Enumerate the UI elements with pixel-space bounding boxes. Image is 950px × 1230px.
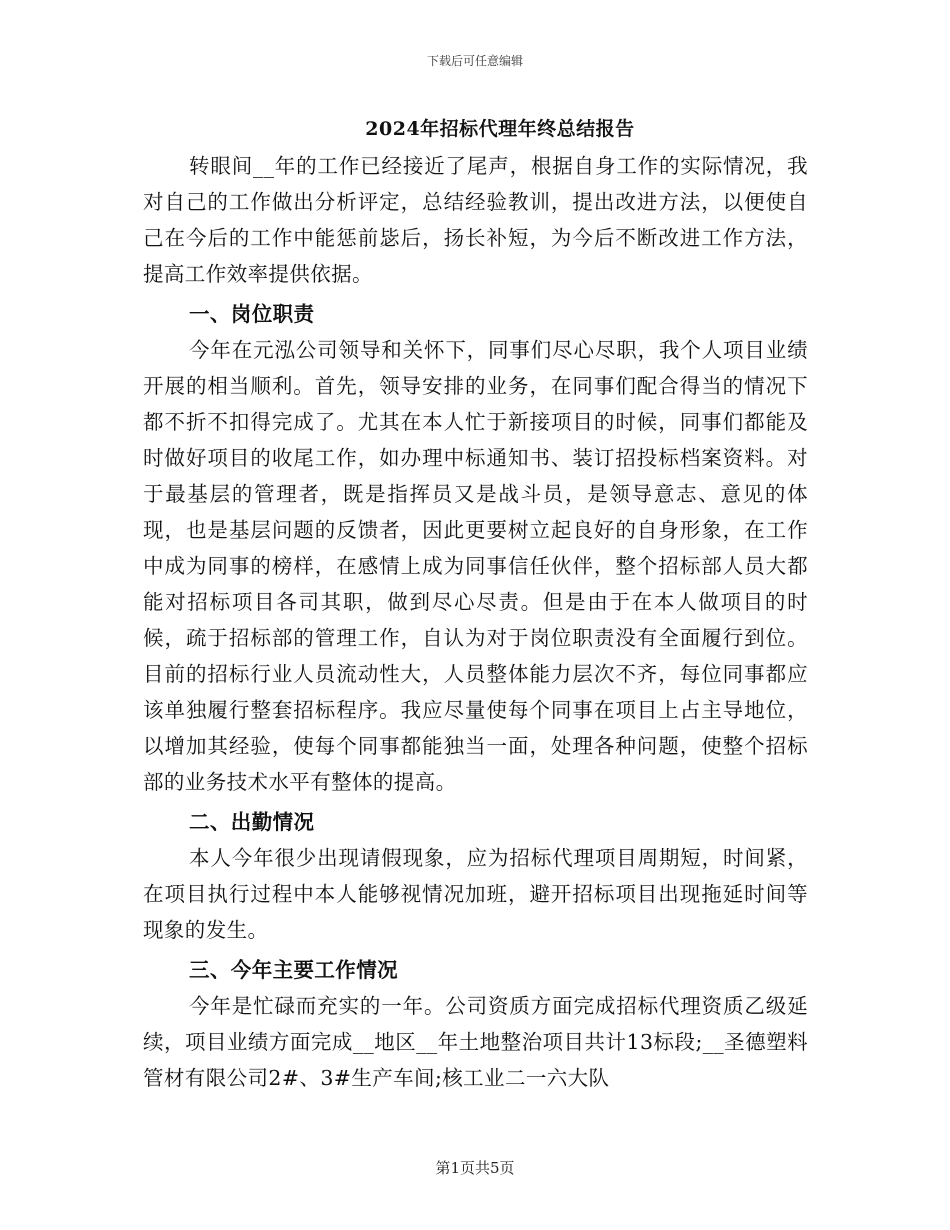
section-body-job-duties: 今年在元泓公司领导和关怀下，同事们尽心尽职，我个人项目业绩开展的相当顺利。首先，领导安排的业务，在同事们配合得当的情况下都不折不扣得完成了。尤其在本人忙于新接项目的时候，同事们都能及时做好项目的收尾工作，如办理中标通知书、装订招投标档案资料。对于最基层的管理者，既是指挥员又是战斗员，是领导意志、意见的体现，也是基层问题的反馈者，因此更要树立起良好的自身形象，在工作中成为同事的榜样，在感情上成为同事信任伙伴，整个招标部人员大都能对招标项目各司其职，做到尽心尽责。但是由于在本人做项目的时候，疏于招标部的管理工作，自认为对于岗位职责没有全面履行到位。目前的招标行业人员流动性大，人员整体能力层次不齐，每位同事都应该单独履行整套招标程序。我应尽量使每个同事在项目上占主导地位，以增加其经验，使每个同事都能独当一面，处理各种问题，使整个招标部的业务技术水平有整体的提高。 — [143, 338, 808, 794]
page-header: 下载后可任意编辑 — [426, 54, 523, 68]
document-title: 2024年招标代理年终总结报告 — [365, 118, 635, 140]
section-body-main-work: 今年是忙碌而充实的一年。公司资质方面完成招标代理资质乙级延续，项目业绩方面完成__地区__年土地整治项目共计13标段;__圣德塑料管材有限公司2#、3#生产车间;核工业二一六大队 — [143, 994, 808, 1090]
intro-paragraph: 转眼间__年的工作已经接近了尾声，根据自身工作的实际情况，我对自己的工作做出分析评定，总结经验教训，提出改进方法，以便使自己在今后的工作中能惩前毖后，扬长补短，为今后不断改进工作方法，提高工作效率提供依据。 — [143, 154, 808, 286]
section-body-attendance: 本人今年很少出现请假现象，应为招标代理项目周期短，时间紧，在项目执行过程中本人能够视情况加班，避开招标项目出现拖延时间等现象的发生。 — [143, 846, 808, 942]
document-body — [143, 148, 808, 1096]
page-number: 第1页共5页 — [435, 1159, 515, 1177]
section-heading-job-duties: 一、岗位职责 — [189, 302, 315, 326]
section-heading-main-work: 三、今年主要工作情况 — [189, 958, 398, 982]
section-heading-attendance: 二、出勤情况 — [189, 810, 315, 834]
